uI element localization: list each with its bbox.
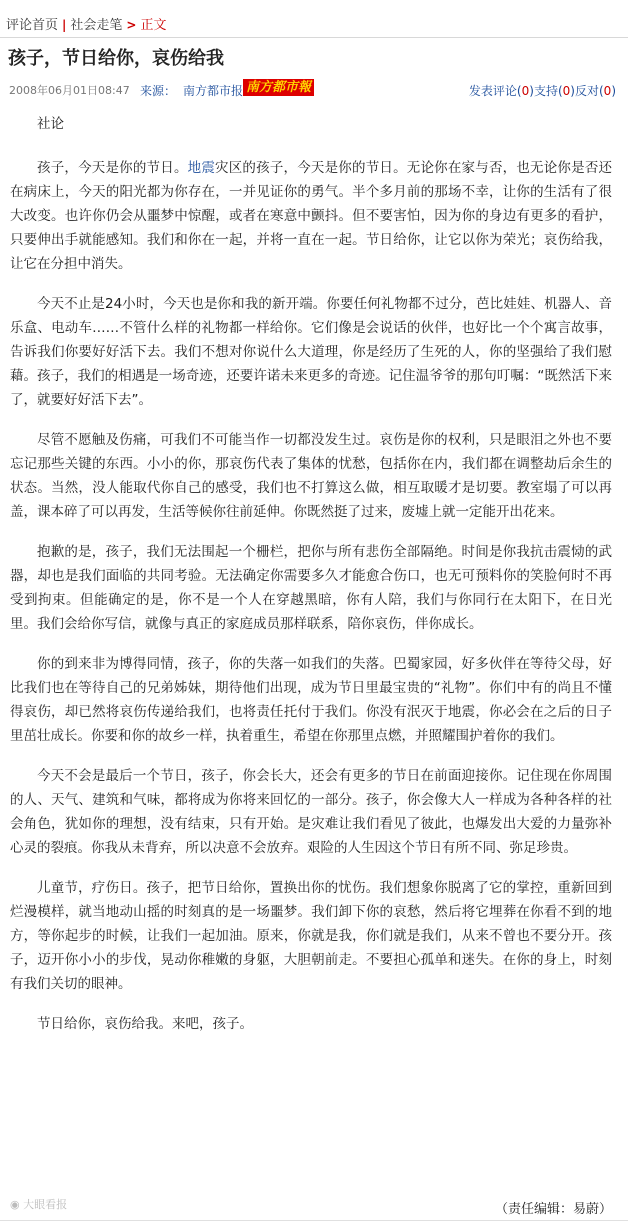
comment-count: 0	[521, 84, 530, 98]
breadcrumb-section-link[interactable]: 社会走笔	[70, 18, 123, 33]
earthquake-link[interactable]: 地震	[187, 160, 216, 176]
page-title: 孩子，节日给你，哀伤给我	[8, 48, 224, 69]
breadcrumb-chevron-icon: >	[126, 18, 137, 32]
article-body	[10, 104, 612, 1052]
article-meta	[0, 78, 628, 100]
paragraph-5: 你的到来非为博得同情，孩子，你的失落一如我们的失落。巴蜀家园，好多伙伴在等待父母，好比我们也在等待自己的兄弟姊妹，期待他们出现，成为节日里最宝贵的“礼物”。你们中有的尚且不懂得哀伤，却已然将哀伤传递给我们，也将责任托付于我们。你没有泯灭于地震，你必会在之后的日子里茁壮成长。你要和你的故乡一样，执着重生，希望在你那里点燃，并照耀围护着你的我们。	[10, 656, 612, 744]
publish-date: 2008年06月01日08:47	[9, 84, 130, 97]
paragraph-8: 节日给你，哀伤给我。来吧，孩子。	[37, 1016, 253, 1032]
breadcrumb-current: 正文	[140, 18, 167, 33]
watermark-icon: ◉	[10, 1198, 20, 1211]
paragraph-6: 今天不会是最后一个节日，孩子，你会长大，还会有更多的节日在前面迎接你。记住现在你周围的人、天气、建筑和气味，都将成为你将来回忆的一部分。孩子，你会像大人一样成为各种各样的社会角色，犹如你的理想，没有结束，只有开始。是灾难让我们看见了彼此，也爆发出大爱的力量弥补心灵的裂痕。你我从未背弃，所以决意不会放弃。艰险的人生因这个节日有所不同、弥足珍贵。	[10, 768, 612, 856]
article-category: 社论	[37, 116, 64, 132]
support-link[interactable]: 支持	[533, 84, 558, 98]
breadcrumb	[0, 0, 628, 38]
breadcrumb-separator-icon: |	[62, 18, 67, 32]
paragraph-3: 尽管不愿触及伤痛，可我们不可能当作一切都没发生过。哀伤是你的权利，只是眼泪之外也不要忘记那些关键的东西。小小的你，那哀伤代表了集体的忧愁，包括你在内，我们都在调整劫后余生的状态。当然，没人能取代你自己的感受，我们也不打算这么做，相互取暖才是切要。教室塌了可以再盖，课本碎了可以再发，生活等候你往前延伸。你既然挺了过来，废墟上就一定能开出花来。	[10, 432, 612, 520]
paragraph-2: 今天不止是24小时，今天也是你和我的新开端。你要任何礼物都不过分，芭比娃娃、机器人、音乐盒、电动车……不管什么样的礼物都一样给你。它们像是会说话的伙伴，也好比一个个寓言故事，告诉我们你要好好活下去。我们不想对你说什么大道理，你是经历了生死的人，你的坚强给了我们慰藉。孩子，我们的相遇是一场奇迹，还要许诺未来更多的奇迹。记住温爷爷的那句叮嘱：“既然活下来了，就要好好活下去”。	[10, 296, 612, 408]
editor-credit: （责任编辑：易蔚）	[494, 1202, 612, 1217]
paragraph-1-start: 孩子，今天是你的节日。	[37, 160, 188, 176]
breadcrumb-home-link[interactable]: 评论首页	[6, 18, 59, 33]
paragraph-7: 儿童节，疗伤日。孩子，把节日给你，置换出你的忧伤。我们想象你脱离了它的掌控，重新回到烂漫模样，就当地动山摇的时刻真的是一场噩梦。我们卸下你的哀愁，然后将它埋葬在你看不到的地方，等你起步的时候，让我们一起加油。原来，你就是我，你们就是我们，从来不曾也不要分开。孩子，迈开你小小的步伐，晃动你稚嫩的身躯，大胆朝前走。不要担心孤单和迷失。在你的身上，时刻有我们关切的眼神。	[10, 880, 612, 992]
watermark-text: 大眼看报	[23, 1198, 68, 1211]
support-count: 0	[562, 84, 571, 98]
source-link[interactable]: 南方都市报	[183, 84, 244, 98]
oppose-count: 0	[603, 84, 612, 98]
source-label: 来源：	[140, 84, 177, 98]
source-logo: 南方都市報	[243, 79, 314, 96]
paragraph-1	[10, 156, 612, 276]
article-actions: 发表评论(0)支持(0)反对(0)	[468, 84, 616, 98]
paragraph-4: 抱歉的是，孩子，我们无法围起一个栅栏，把你与所有悲伤全部隔绝。时间是你我抗击震恸的武器，却也是我们面临的共同考验。无法确定你需要多久才能愈合伤口，也无可预料你的笑脸何时不再受到拘束。但能确定的是，你不是一个人在穿越黑暗，你有人陪，我们与你同行在太阳下，在日光里。我们会给你写信，就像与真正的家庭成员那样联系，陪你哀伤，伴你成长。	[10, 544, 612, 632]
paragraph-1-rest: 灾区的孩子，今天是你的节日。无论你在家与否，也无论你是否还在病床上，今天的阳光都为你存在，一并见证你的勇气。半个多月前的那场不幸，让你的生活有了很大改变。也许你仍会从噩梦中惊醒，或者在寒意中颤抖。但不要害怕，因为你的身边有更多的看护，只要伸出手就能感知。我们和你在一起，并将一直在一起。节日给你，让它以你为荣光；哀伤给我，让它在分担中消失。	[10, 160, 613, 272]
watermark-logo	[10, 1196, 67, 1212]
oppose-link[interactable]: 反对	[574, 84, 599, 98]
comment-link[interactable]: 发表评论	[468, 84, 517, 98]
bottom-divider	[0, 1220, 628, 1221]
